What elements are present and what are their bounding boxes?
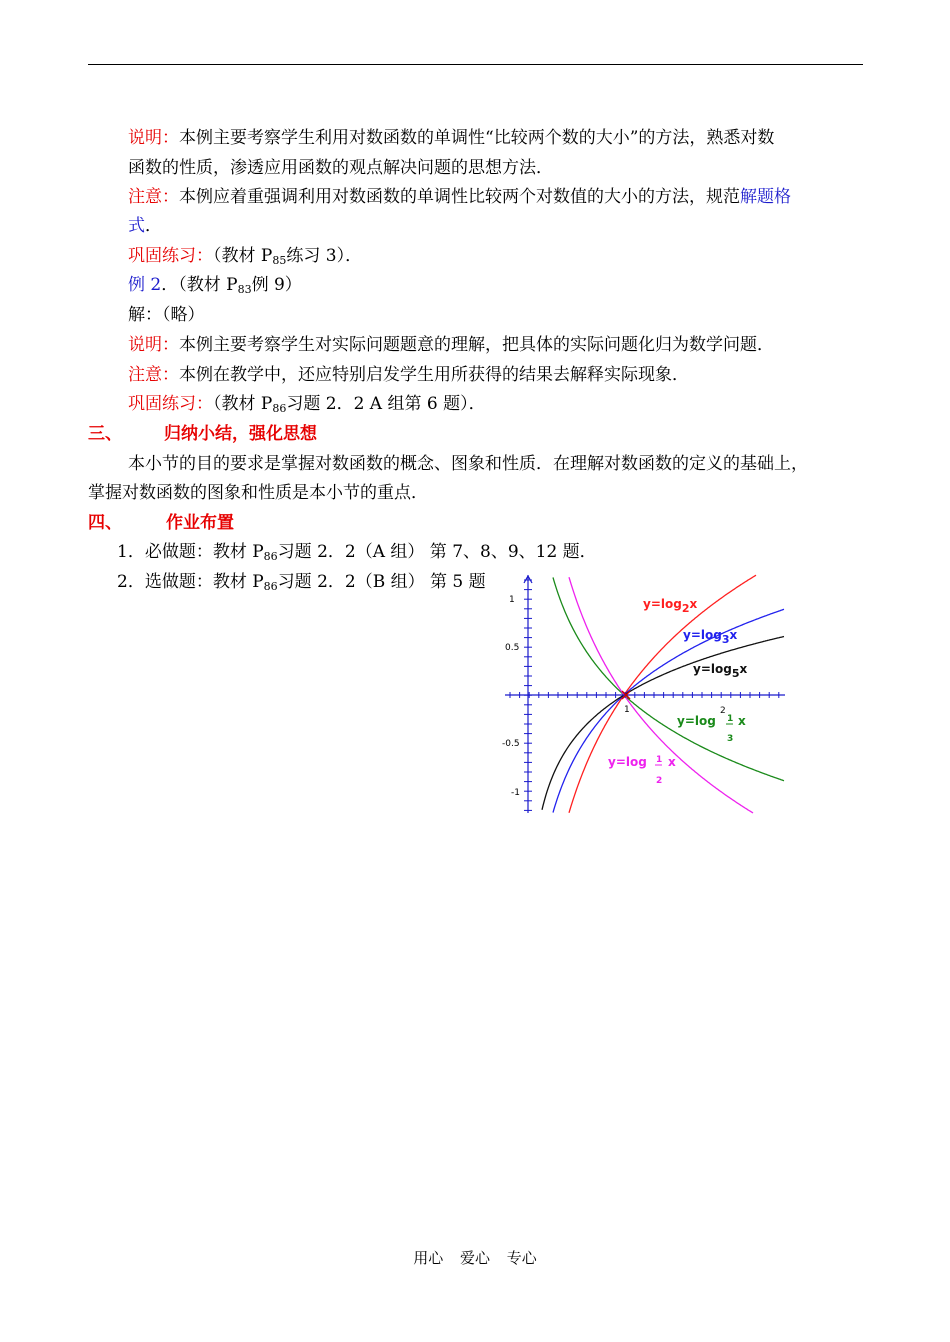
practice-ref: （教材 P xyxy=(213,394,273,414)
note-label: 说明： xyxy=(128,128,179,148)
practice-label: 巩固练习： xyxy=(128,246,213,266)
log-function-graph xyxy=(497,573,792,818)
page-subscript: 85 xyxy=(272,254,287,267)
note-text: 本例主要考察学生对实际问题题意的理解，把具体的实际问题化归为数学问题． xyxy=(179,335,774,355)
practice-2 xyxy=(128,393,486,415)
note-2 xyxy=(128,186,791,208)
footer-word-2: 爱心 xyxy=(459,1249,490,1267)
homework-text-tail: 习题 2．2（B 组） 第 5 题 xyxy=(277,572,486,592)
example-2 xyxy=(128,274,302,296)
y-tick-label-neg-0.5: -0.5 xyxy=(502,739,520,749)
y-tick-label-0.5: 0.5 xyxy=(505,643,520,653)
homework-1 xyxy=(117,541,597,563)
note-3 xyxy=(128,334,774,356)
practice-ref: （教材 P xyxy=(213,246,273,266)
summary-line-2: 掌握对数函数的图象和性质是本小节的重点． xyxy=(88,483,428,503)
note-label: 说明： xyxy=(128,335,179,355)
example-label: 例 2 xyxy=(128,275,162,295)
label-log3: y=log3x xyxy=(683,628,738,646)
note-2-continued xyxy=(128,215,162,237)
stray-label-2: 2 xyxy=(720,706,726,716)
section-title: 归纳小结，强化思想 xyxy=(164,424,317,444)
section-3-heading xyxy=(88,423,317,445)
page-subscript: 86 xyxy=(272,402,287,415)
example-ref: ．（教材 P xyxy=(161,275,238,295)
page-subscript: 86 xyxy=(263,550,278,563)
note-label: 注意： xyxy=(128,187,179,207)
page-subscript: 86 xyxy=(263,580,278,593)
practice-1 xyxy=(128,245,362,267)
footer-word-3: 专心 xyxy=(506,1249,537,1267)
label-log2: y=log2x xyxy=(643,597,698,615)
section-title: 作业布置 xyxy=(166,513,234,533)
note-text: 本例主要考察学生利用对数函数的单调性“比较两个数的大小”的方法，熟悉对数 xyxy=(179,128,775,148)
label-log-one-half xyxy=(608,755,676,786)
svg-text:1: 1 xyxy=(727,714,734,724)
homework-text-tail: 习题 2．2（A 组） 第 7、8、9、12 题． xyxy=(277,542,597,562)
svg-text:3: 3 xyxy=(727,734,734,744)
solution: 解：（略） xyxy=(128,305,205,325)
note-4 xyxy=(128,364,689,386)
x-tick-label-1: 1 xyxy=(624,705,630,715)
footer-word-1: 用心 xyxy=(413,1249,444,1267)
svg-text:y=log: y=log xyxy=(677,714,716,728)
svg-text:x: x xyxy=(668,755,676,769)
homework-text: 2．选做题：教材 P xyxy=(117,572,264,592)
svg-text:x: x xyxy=(738,714,746,728)
note-1-continued: 函数的性质，渗透应用函数的观点解决问题的思想方法． xyxy=(128,158,553,178)
footer xyxy=(0,1247,950,1268)
section-4-heading xyxy=(88,512,234,534)
svg-text:2: 2 xyxy=(656,776,663,786)
header-rule xyxy=(88,64,863,65)
practice-ref-tail: 习题 2．2 A 组第 6 题）． xyxy=(286,394,486,414)
section-number: 四、 xyxy=(88,513,122,533)
note-text: ． xyxy=(145,216,162,236)
svg-text:y=log: y=log xyxy=(608,755,647,769)
svg-text:1: 1 xyxy=(656,755,663,765)
homework-2 xyxy=(117,571,486,593)
practice-label: 巩固练习： xyxy=(128,394,213,414)
solution-format-link-end[interactable]: 式 xyxy=(128,216,145,236)
note-1 xyxy=(128,127,774,149)
label-log5: y=log5x xyxy=(693,662,748,680)
solution-format-link[interactable]: 解题格 xyxy=(740,187,791,207)
note-label: 注意： xyxy=(128,365,179,385)
section-number: 三、 xyxy=(88,424,122,444)
note-text: 本例在教学中，还应特别启发学生用所获得的结果去解释实际现象． xyxy=(179,365,689,385)
note-text: 本例应着重强调利用对数函数的单调性比较两个对数值的大小的方法，规范 xyxy=(179,187,740,207)
practice-ref-tail: 练习 3）． xyxy=(286,246,363,266)
y-tick-label-neg-1: -1 xyxy=(511,788,520,798)
y-tick-label-1: 1 xyxy=(509,595,515,605)
example-ref-tail: 例 9） xyxy=(251,275,302,295)
homework-text: 1．必做题：教材 P xyxy=(117,542,264,562)
summary-line-1: 本小节的目的要求是掌握对数函数的概念、图象和性质．在理解对数函数的定义的基础上， xyxy=(128,454,808,474)
page-subscript: 83 xyxy=(237,283,252,296)
curve-log3 xyxy=(553,609,784,812)
